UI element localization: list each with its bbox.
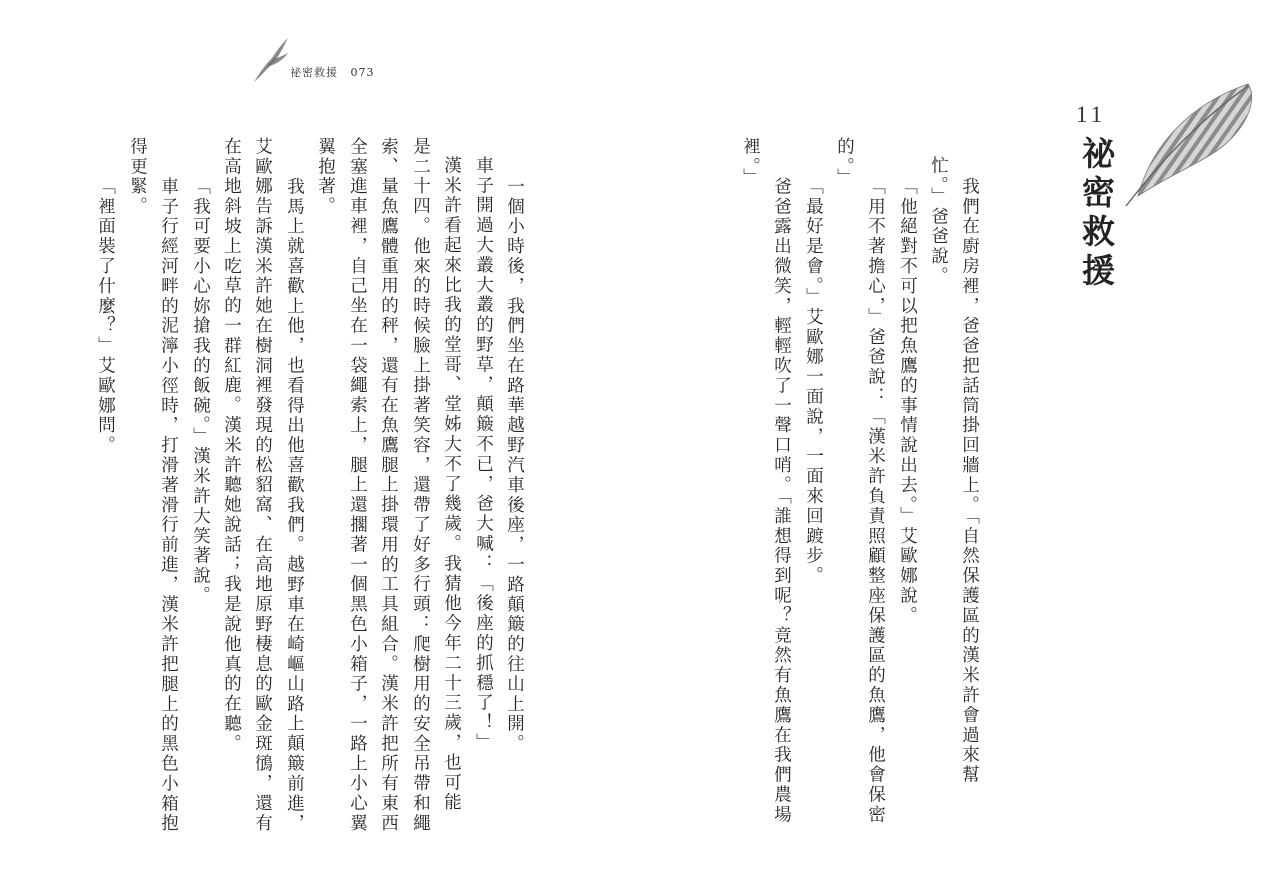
text-column: 索、量魚鷹體重用的秤，還有在魚鷹腿上掛環用的工具組合。漢米許把所有東西	[378, 137, 399, 834]
text-column: 爸爸露出微笑，輕輕吹了一聲口哨。「誰想得到呢？竟然有魚鷹在我們農場	[771, 177, 792, 825]
text-column: 的。」	[834, 137, 855, 188]
text-column: 「他絕對不可以把魚鷹的事情說出去。」艾歐娜說。	[897, 177, 918, 626]
feather-illustration	[1108, 78, 1258, 208]
bird-silhouette-icon	[250, 36, 290, 86]
running-title: 祕密救援	[290, 66, 338, 79]
text-column: 我馬上就喜歡上他，也看得出他喜歡我們。越野車在崎嶇山路上顛簸前進，	[284, 177, 305, 834]
text-column: 是二十四。他來的時候臉上掛著笑容，還帶了好多行頭：爬樹用的安全吊帶和繩	[410, 137, 431, 834]
text-column: 全塞進車裡，自己坐在一袋繩索上，腿上還擱著一個黑色小箱子，一路上小心翼	[347, 137, 368, 834]
running-header	[290, 64, 375, 80]
text-column: 忙。」爸爸說。	[928, 156, 949, 287]
text-column: 翼抱著。	[315, 137, 336, 217]
text-column: 車子行經河畔的泥濘小徑時，打滑著滑行前進，漢米許把腿上的黑色小箱抱	[158, 177, 179, 834]
text-column: 「裡面裝了什麼？」艾歐娜問。	[95, 177, 116, 456]
text-column: 艾歐娜告訴漢米許她在樹洞裡發現的松貂窩、在高地原野棲息的歐金斑鴴，還有	[252, 137, 273, 834]
text-column: 「我可要小心妳搶我的飯碗。」漢米許大笑著說。	[190, 177, 211, 607]
text-column: 在高地斜坡上吃草的一群紅鹿。漢米許聽她說話；我是說他真的在聽。	[221, 137, 242, 754]
page-number: 073	[350, 66, 375, 79]
chapter-number: 11	[1076, 102, 1107, 127]
text-column: 「用不著擔心，」爸爸說：「漢米許負責照顧整座保護區的魚鷹，他會保密	[865, 177, 886, 825]
chapter-title: 祕密救援	[1077, 136, 1116, 292]
text-column: 一個小時後，我們坐在路華越野汽車後座，一路顛簸的往山上開。	[504, 177, 525, 755]
text-column: 漢米許看起來比我的堂哥、堂姊大不了幾歲。我猜他今年二十三歲，也可能	[441, 156, 462, 813]
text-column: 車子開過大叢大叢的野草，顛簸不已，爸大喊：「後座的抓穩了！」	[473, 156, 494, 753]
text-column: 裡。」	[740, 137, 761, 188]
text-column: 得更緊。	[127, 137, 148, 217]
text-column: 我們在廚房裡，爸爸把話筒掛回牆上。「自然保護區的漢米許會過來幫	[959, 177, 980, 786]
text-column: 「最好是會。」艾歐娜一面說，一面來回踱步。	[803, 177, 824, 587]
